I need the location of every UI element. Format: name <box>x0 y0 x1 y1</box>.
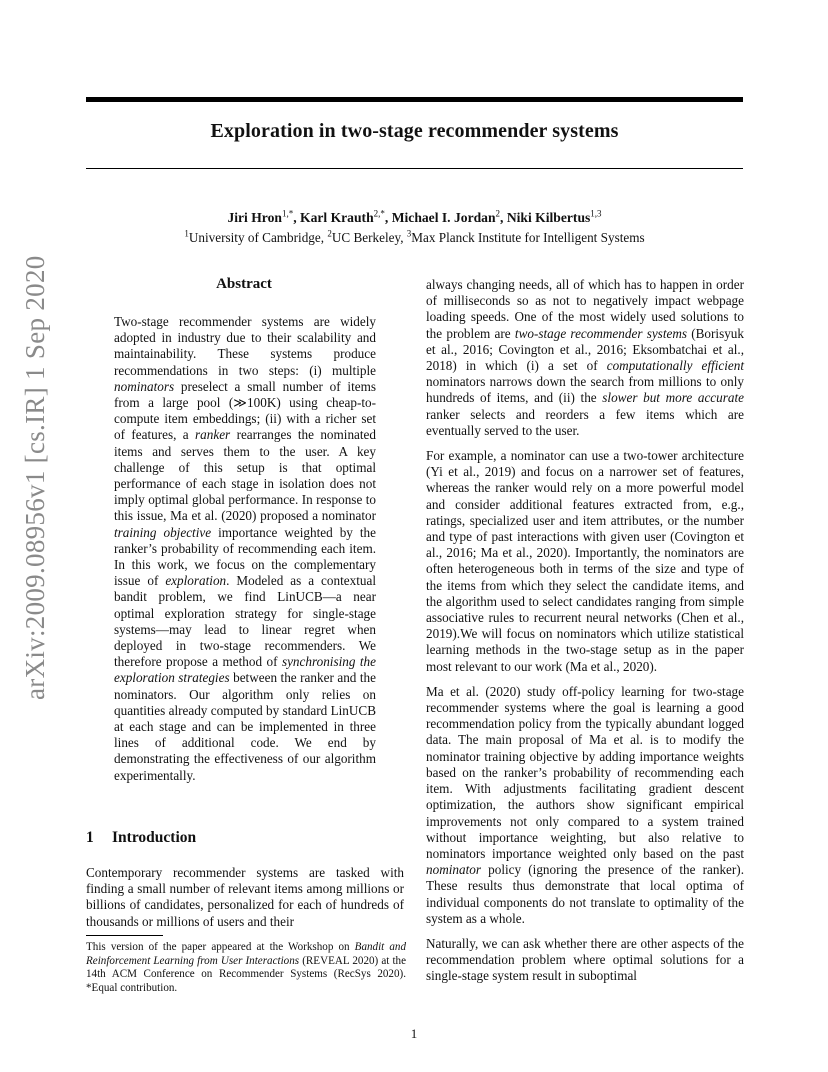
paragraph <box>426 936 744 985</box>
author-sup: 2,* <box>373 208 385 219</box>
text-run: (REVEAL 2020) at the 14th ACM Conference on Recommender Systems (RecSys 2020). *Equal contribution. <box>86 954 406 994</box>
text-run: This version of the paper appeared at the Workshop on <box>86 941 355 953</box>
text-run: nominators narrows down the search from millions to only hundreds of items, and (ii) the <box>426 374 744 406</box>
text-run: (Borisyuk et al., 2016; Covington et al., 2016; Eksombatchai et al., 2018) in which (i) a set of <box>426 325 744 374</box>
author: Niki Kilbertus <box>506 210 591 225</box>
paper-title: Exploration in two-stage recommender systems <box>210 120 619 142</box>
text-run: Ma et al. (2020) study off-policy learning for two-stage recommender systems where the goal is learning a good recommendation policy from the typically abundant logged data. The main proposal of Ma et al. is to modify the nominator training objective by adding importance weights based on the ranker’s probability of recommending each item. With adjustments facilitating gradient descent optimization, the authors show significant empirical improvements not only compared to a system trained without importance weighting, but also relative to nominators importance weighted only based on the past <box>426 683 744 861</box>
affil-sup: 1 <box>184 228 189 239</box>
section-heading <box>86 829 196 847</box>
affiliation: Max Planck Institute for Intelligent Systems <box>411 230 645 245</box>
author-list: Jiri Hron$^{1,*}$, Karl Krauth$^{2,*}$, Michael I. Jordan$^2$, Niki Kilbertus$^{1,3}$ <box>227 208 602 225</box>
paragraph <box>426 448 744 675</box>
text-run: Naturally, we can ask whether there are other aspects of the recommendation problem where optimal solutions for a single-stage system result in suboptimal <box>426 935 744 984</box>
author-sup: 1,3 <box>590 208 602 219</box>
section-title: Introduction <box>112 829 197 846</box>
emphasis-text: ranker <box>195 427 231 443</box>
text-run: policy (ignoring the presence of the ranker). These results thus demonstrate that local optima of individual components do not translate to optimality of the system as a whole. <box>426 862 744 926</box>
affiliations <box>86 230 743 246</box>
emphasis-text: computationally efficient <box>606 358 744 374</box>
text-run: between the ranker and the nominators. Our algorithm only relies on quantities already computed by standard LinUCB at each stage and can be implemented in three lines of additional code. We end by demonstrating the effectiveness of our algorithm experimentally. <box>114 670 376 783</box>
affil-sup: 3 <box>406 228 412 239</box>
author: Michael I. Jordan <box>391 210 496 225</box>
intro-paragraph: Contemporary recommender systems are tasked with finding a small number of relevant items among millions or billions of candidates, personalized for each of hundreds of thousands or millions of users and their <box>86 865 404 929</box>
arxiv-id: arXiv:2009.08956v1 [cs.IR] 1 Sep 2020 <box>20 255 50 700</box>
author-sup: 2 <box>495 208 501 219</box>
footnote <box>86 941 406 995</box>
text-run: . Modeled as a contextual bandit problem, we find LinUCB—a near optimal exploration strategy for single-stage systems—may lead to linear regret when deployed in two-stage recommenders. We therefore propose a method of <box>114 573 376 670</box>
footnote-rule <box>86 935 163 936</box>
author-sup: 1,* <box>281 208 294 219</box>
page-number: 1 <box>410 1026 418 1041</box>
text-run: importance weighted by the ranker’s probability of recommending each item. In this work, we focus on the complementary issue of <box>114 524 376 589</box>
author: Jiri Hron <box>227 210 282 225</box>
paragraph <box>426 684 744 927</box>
author: Karl Krauth <box>300 210 374 225</box>
right-column <box>426 277 744 994</box>
emphasis-text: nominator <box>426 862 481 878</box>
abstract-heading: Abstract <box>216 276 272 292</box>
affil-sup: 2 <box>327 228 332 239</box>
text-run: Two-stage recommender systems are widely adopted in industry due to their scalability and maintainability. These systems produce recommendations in two steps: (i) multiple <box>114 314 376 378</box>
text-run: always changing needs, all of which has to happen in order of milliseconds so as not to negatively impact webpage loading speeds. One of the most widely used solutions to the problem are <box>426 277 744 341</box>
emphasis-text: slower but more accurate <box>602 390 744 406</box>
title-rule <box>86 168 743 169</box>
emphasis-text: exploration <box>165 573 227 589</box>
text-run: For example, a nominator can use a two-tower architecture (Yi et al., 2019) and focus on a narrower set of features, whereas the ranker would rely on a more powerful model and consider additional features extracted from, e.g., ratings, specialized user and item attributes, or the number and type of past interactions with given user (Covington et al., 2016; Ma et al., 2020). Importantly, the nominators are often heterogeneous both in terms of the size and type of the items from which they select the candidate items, and the algorithm used to select candidates ranging from simple associative rules to recurrent neural networks (Chen et al., 2019).We will focus on nominators which utilize statistical learning methods in the two-stage setup as in the paper most relevant to our work (Ma et al., 2020). <box>426 448 744 674</box>
affiliation: UC Berkeley, <box>331 230 407 245</box>
emphasis-text: synchronising the exploration strategies <box>114 654 376 686</box>
emphasis-text: two-stage recommender systems <box>514 325 687 341</box>
emphasis-text: nominators <box>114 378 175 394</box>
emphasis-text: training objective <box>114 524 212 540</box>
affiliation: University of Cambridge, <box>188 230 328 245</box>
text-run: rearranges the nominated items and serves them to the user. A key challenge of this setup is that optimal performance of each stage in isolation does not imply optimal global performance. In response to this issue, Ma et al. (2020) proposed a nominator <box>114 427 377 524</box>
top-rule <box>86 97 743 102</box>
text-run: ranker selects and reorders a few items which are eventually served to the user. <box>426 406 744 438</box>
section-number: 1 <box>86 829 94 846</box>
text-run: preselect a small number of items from a large pool (≫100K) using cheap-to-compute item embeddings; (ii) with a richer set of features, a <box>114 378 376 443</box>
emphasis-text: Bandit and Reinforcement Learning from User Interactions <box>86 941 406 967</box>
abstract-body <box>114 314 376 784</box>
paragraph <box>426 277 744 439</box>
arxiv-sidebar <box>14 255 54 700</box>
